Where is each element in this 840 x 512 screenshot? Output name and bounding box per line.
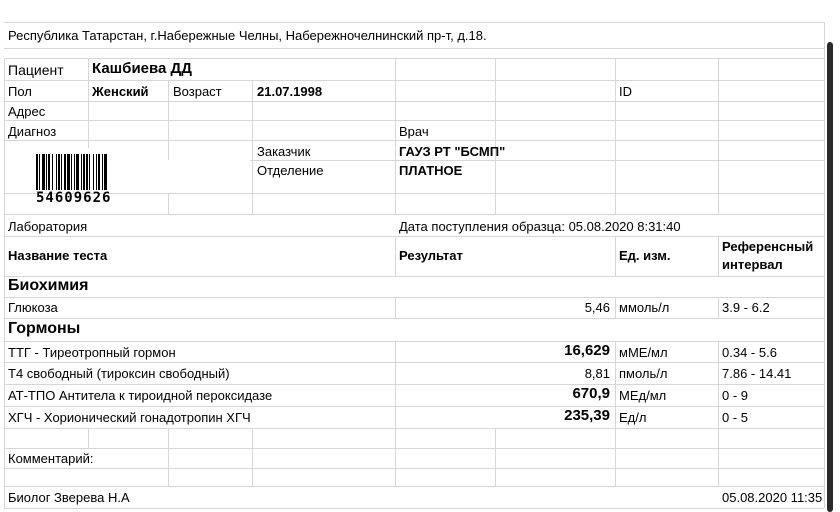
header-reference-line1: Референсный [722,239,814,254]
vertical-scrollbar[interactable] [827,42,833,512]
clinic-address: Республика Татарстан, г.Набережные Челны, Набережночелнинский пр-т, д.18. [8,28,487,43]
test-name: Глюкоза [8,300,58,315]
test-unit: ммоль/л [619,300,670,315]
barcode-image [36,154,130,190]
id-label: ID [619,84,632,99]
test-result: 235,39 [564,407,610,424]
header-unit: Ед. изм. [619,248,671,263]
customer-value: ГАУЗ РТ "БСМП" [399,144,506,159]
barcode-number: 54609626 [36,190,112,206]
test-name: ХГЧ - Хорионический гонадотропин ХГЧ [8,410,251,425]
test-result: 16,629 [564,342,610,359]
department-value: ПЛАТНОЕ [399,163,463,178]
patient-label: Пациент [8,62,64,78]
test-result: 8,81 [584,366,610,381]
test-name: Т4 свободный (тироксин свободный) [8,366,230,381]
test-reference: 0.34 - 5.6 [722,345,777,360]
diagnosis-label: Диагноз [8,124,57,139]
header-test-name: Название теста [8,248,108,263]
age-label: Возраст [173,84,222,99]
test-unit: Ед/л [619,410,647,425]
sex-label: Пол [8,84,32,99]
department-label: Отделение [257,163,324,178]
section-title-hormones: Гормоны [8,320,81,337]
doctor-label: Врач [399,124,429,139]
test-result: 670,9 [572,385,610,402]
test-unit: пмоль/л [619,366,668,381]
header-reference-line2: интервал [722,257,783,272]
test-unit: мМЕ/мл [619,345,668,360]
test-reference: 0 - 9 [722,388,749,403]
sex-value: Женский [92,84,149,99]
test-name: ТТГ - Тиреотропный гормон [8,345,176,360]
test-unit: МЕд/мл [619,388,667,403]
test-reference: 3.9 - 6.2 [722,300,770,315]
biologist-name: Биолог Зверева Н.А [8,490,130,505]
header-result: Результат [399,248,463,263]
customer-label: Заказчик [257,144,311,159]
test-name: АТ-ТПО Антитела к тироидной пероксидазе [8,388,273,403]
age-value: 21.07.1998 [257,84,323,99]
test-reference: 7.86 - 14.41 [722,366,792,381]
test-result: 5,46 [584,300,610,315]
report-datetime: 05.08.2020 11:35 [722,490,823,505]
patient-name: Кашбиева ДД [92,60,192,77]
lab-label: Лаборатория [8,219,88,234]
sample-received: Дата поступления образца: 05.08.2020 8:31:40 [399,219,681,234]
address-label: Адрес [8,104,46,119]
section-title-biochemistry: Биохимия [8,277,89,294]
test-reference: 0 - 5 [722,410,749,425]
comment-label: Комментарий: [8,451,94,466]
